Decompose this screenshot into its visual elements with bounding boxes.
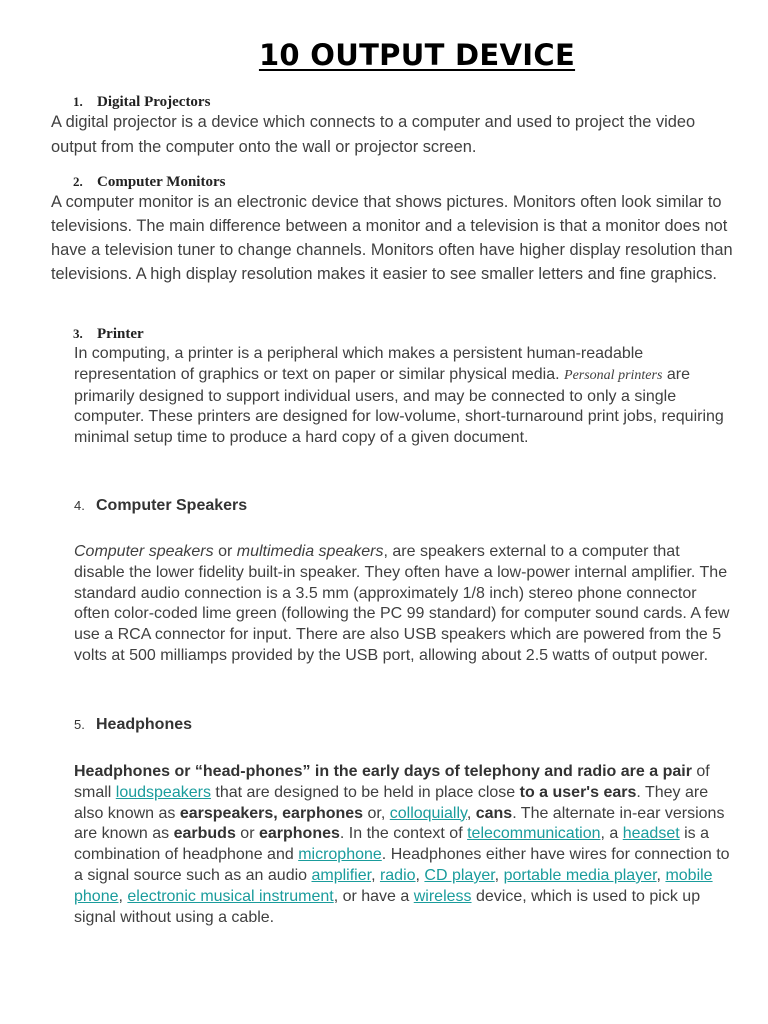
text-run: , — [118, 887, 128, 905]
page-title: 10 OUTPUT DEVICE — [258, 38, 576, 72]
section-number: 4. — [74, 498, 85, 513]
section-title: Headphones — [96, 716, 193, 733]
section-heading-headphones — [74, 716, 192, 734]
text-run: are primarily designed to support individual users, and may be connected to only a single computer. These printers are designed for low-volume, short-turnaround print jobs, requiring minimal setup time to produce a hard copy of a given document. — [74, 365, 724, 447]
text-run: or — [213, 543, 237, 560]
headset-link[interactable]: headset — [622, 825, 680, 843]
text-run: . They are also known as — [74, 783, 709, 822]
microphone-link[interactable]: microphone — [298, 846, 382, 864]
computer-speakers-paragraph — [74, 542, 734, 667]
section-title: Computer Speakers — [96, 497, 248, 514]
text-run: , — [656, 866, 666, 884]
text-run: that are designed to be held in place close — [210, 783, 520, 801]
wireless-link[interactable]: wireless — [413, 887, 472, 905]
text-run-italic: Personal printers — [564, 367, 663, 383]
cd-player-link[interactable]: CD player — [424, 866, 495, 884]
text-run-bold: cans — [475, 804, 513, 822]
text-run: , — [494, 866, 504, 884]
section-heading-computer-speakers — [74, 497, 247, 515]
section-number: 3. — [73, 326, 83, 341]
section-number: 5. — [74, 717, 85, 732]
colloquially-link[interactable]: colloquially — [389, 804, 467, 822]
section-title: Computer Monitors — [97, 174, 226, 190]
text-run: or, — [363, 804, 390, 822]
text-run: , a — [600, 825, 623, 843]
text-run: , are speakers external to a computer that disable the lower fidelity built-in speaker. They often have a low-power internal amplifier. The standard audio connection is a 3.5 mm (approximately 1/8 inch) stereo phone connector often color-coded lime green (following the PC 99 standard) for computer sound cards. A few use a RCA connector for input. There are also USB speakers which are powered from the 5 volts at 500 milliamps provided by the USB port, allowing about 2.5 watts of output power. — [74, 543, 730, 664]
mobile-phone-link[interactable]: mobile phone — [74, 866, 713, 905]
text-run-italic: Computer speakers — [74, 543, 214, 560]
headphones-paragraph — [74, 762, 734, 928]
text-run: , — [371, 866, 380, 884]
section-title: Printer — [97, 326, 144, 342]
text-run: . Headphones either have wires for connection to a signal source such as an audio — [74, 846, 730, 884]
electronic-musical-instrument-link[interactable]: electronic musical instrument — [127, 887, 334, 905]
text-run: . In the context of — [339, 825, 468, 843]
text-run-bold: earspeakers, earphones — [179, 804, 364, 822]
text-run-bold: Headphones or “head-phones” in the early days of telephony and radio are a pair — [74, 763, 692, 780]
section-heading-printer — [73, 326, 144, 343]
text-run: of small — [74, 763, 710, 801]
text-run: device, which is used to pick up signal without using a cable. — [74, 887, 701, 926]
text-run: is a combination of headphone and — [74, 825, 710, 864]
section-title: Digital Projectors — [97, 94, 211, 110]
telecommunication-link[interactable]: telecommunication — [467, 825, 601, 843]
text-run-bold: earphones — [258, 825, 340, 843]
printer-paragraph — [74, 344, 734, 449]
section-heading-digital-projectors — [73, 94, 210, 111]
section-number: 1. — [73, 94, 83, 109]
text-run-italic: multimedia speakers — [236, 543, 384, 560]
portable-media-player-link[interactable]: portable media player — [503, 866, 657, 884]
text-run: , — [466, 804, 476, 822]
section-number: 2. — [73, 174, 83, 189]
text-run-bold: earbuds — [173, 825, 236, 843]
radio-link[interactable]: radio — [379, 866, 416, 884]
text-run: , or have a — [333, 887, 414, 905]
section-heading-computer-monitors — [73, 174, 225, 191]
text-run: . The alternate in-ear versions are known as — [74, 804, 725, 843]
computer-monitors-paragraph: A computer monitor is an electronic device that shows pictures. Monitors often look similar to televisions. The main difference between a monitor and a television is that a monitor does not have a television tuner to change channels. Monitors often have higher display resolution than televisions. A high display resolution makes it easier to see smaller letters and fine graphics. — [51, 193, 733, 283]
loudspeakers-link[interactable]: loudspeakers — [115, 783, 211, 801]
text-run: or — [235, 825, 259, 843]
text-run-bold: to a user's ears — [519, 783, 637, 801]
text-run: , — [415, 866, 425, 884]
amplifier-link[interactable]: amplifier — [311, 866, 372, 884]
text-run: In computing, a printer is a peripheral which makes a persistent human-readable representation of graphics or text on paper or similar physical media. — [74, 345, 644, 383]
digital-projectors-paragraph: A digital projector is a device which connects to a computer and used to project the video output from the computer onto the wall or projector screen. — [51, 113, 696, 156]
